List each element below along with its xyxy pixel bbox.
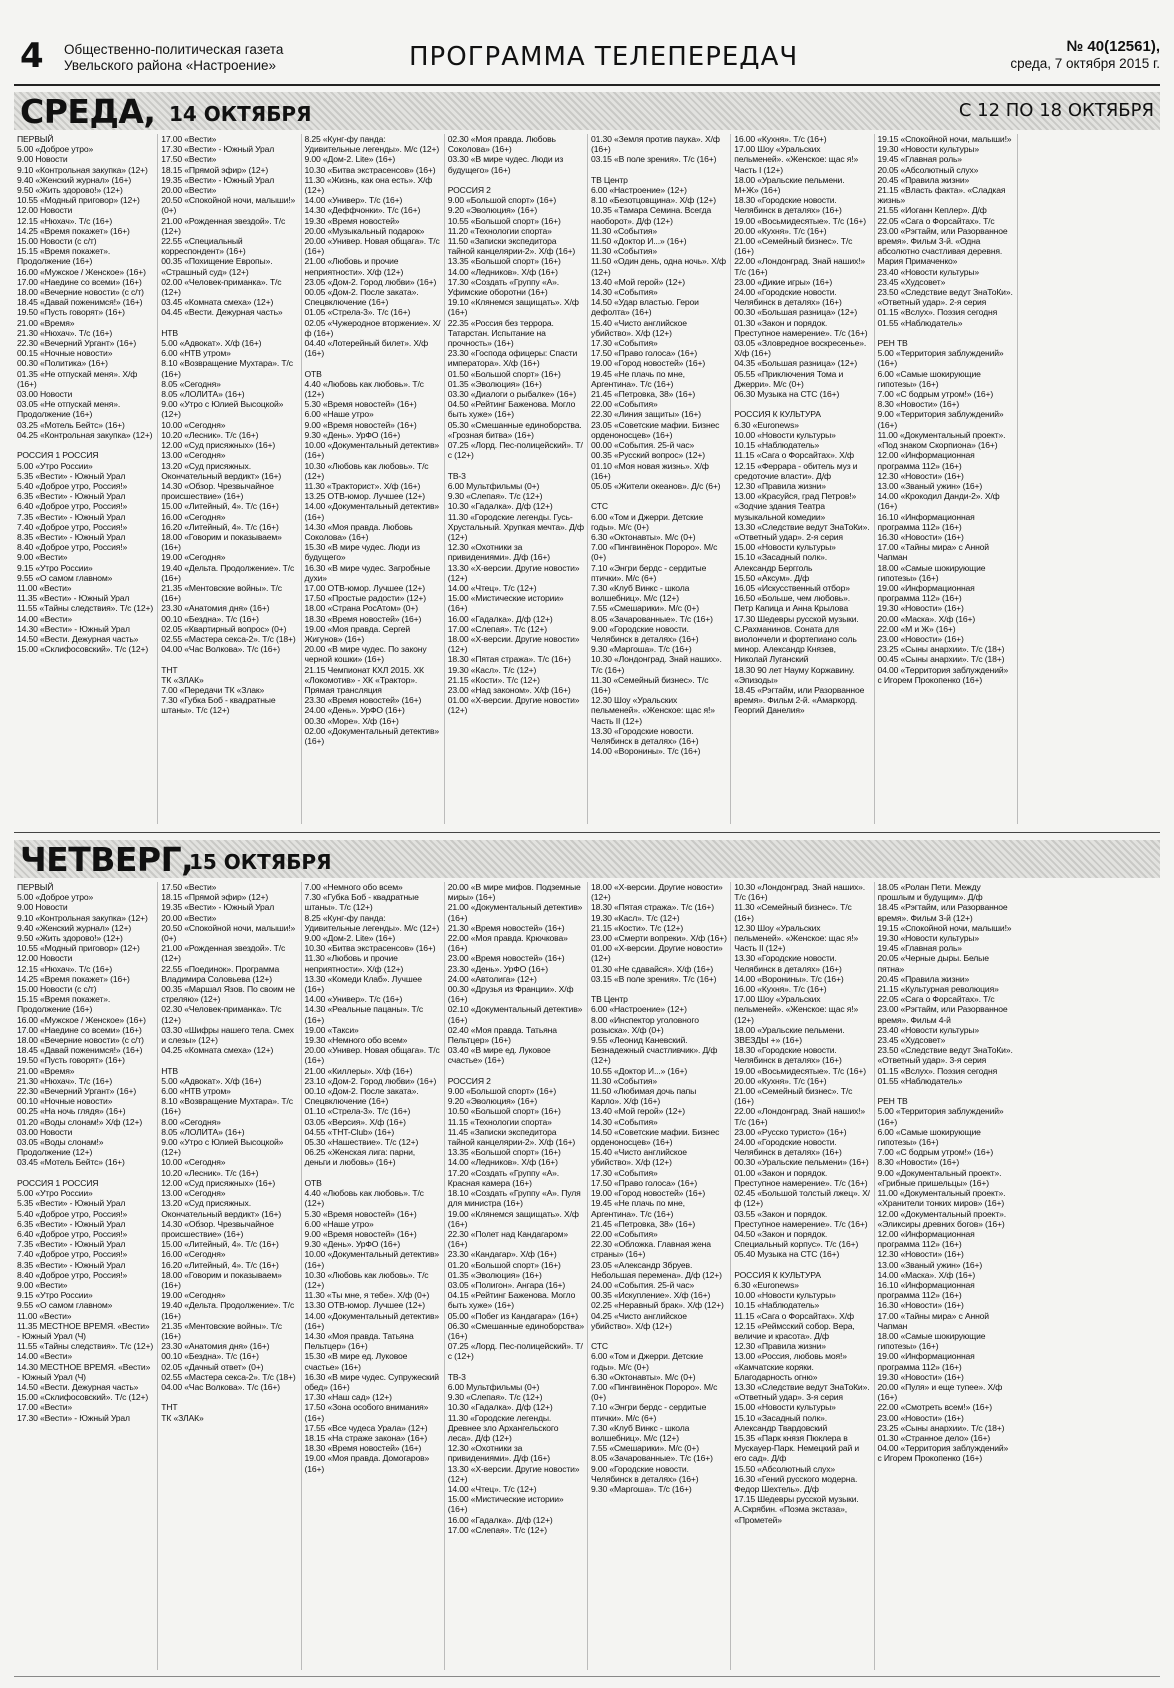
listing-column: 01.30 «Земля против паука». Х/ф (16+) 03.15 «В поле зрения». Т/с (16+) ТВ Центр 6.00 «Настроение» (12+) 8.10 «Безотцовщина». Х/ф (12+) 10.35 «Тамара Семина. Всегда наоборот». Д/ф (12+) 11.30 «События» 11.50 «Доктор И...» (16+) 11.30 «События» 11.50 «Один день, одна ночь». Х/ф (12+) 13.40 «Мой герой» (12+) 14.30 «События» 14.50 «Удар властью. Герои дефолта» (16+) 15.40 «Чисто английское убийство». Х/ф (12+) 17.30 «События» 17.50 «Право голоса» (16+) 19.00 «Город новостей» (16+) 19.45 «Не плачь по мне, Аргентина». Т/с (16+) 21.45 «Петровка, 38» (16+) 22.00 «События» 22.30 «Линия защиты» (16+) 23.05 «Советские мафии. Бизнес орденоносцев» (16+) 00.00 «События. 25-й час» 00.35 «Русский вопрос» (12+) 01.10 «Моя новая жизнь». Х/ф (16+) 05.05 «Жители океанов». Д/с (6+) СТС 6.00 «Том и Джерри. Детские годы». М/с (0+) 6.30 «Октонавты». М/с (0+) 7.00 «Пингвинёнок Пороро». М/с (0+) 7.10 «Энгри бердс - сердитые птички». М/с (6+) 7.30 «Клуб Винкс - школа волшебниц». М/с (12+) 7.55 «Смешарики». М/с (0+) 8.05 «Зачарованные». Т/с (16+) 9.00 «Городские новости. Челябинск в деталях» (16+) 9.30 «Маргоша». Т/с (16+) 10.30 «Лондонград. Знай наших». Т/с (16+) 11.30 «Семейный бизнес». Т/с (16+) 12.30 Шоу «Уральских пельменей». «Женское: щас я!» Часть II (12+) 13.30 «Городские новости. Челябинск в деталях» (16+) 14.00 «Воронины». Т/с (16+) [587,134,730,824]
section-divider [14,832,1160,833]
header-rule [14,84,1160,86]
listing-column: 20.00 «В мире мифов. Подземные миры» (16+) 21.00 «Документальный детектив» (16+) 21.30 «Время новостей» (16+) 22.00 «Моя правда. Крючкова» (16+) 23.00 «Время новостей» (16+) 23.30 «День». УрФО (16+) 24.00 «Автолига» (12+) 00.30 «Друзья из Франции». Х/ф (16+) 02.10 «Документальный детектив» (16+) 02.40 «Моя правда. Татьяна Пельтцер» (16+) 03.40 «В мире ед. Луковое счастье» (16+) РОССИЯ 2 9.00 «Большой спорт» (16+) 9.20 «Эволюция» (16+) 10.50 «Большой спорт» (16+) 11.15 «Технологии спорта» 11.45 «Записки экспедитора тайной канцелярии-2». Х/ф (16+) 13.35 «Большой спорт» (16+) 14.00 «Ледников». Х/ф (16+) 17.20 «Создать «Группу «А». Красная камера (16+) 18.10 «Создать «Группу «А». Пуля для министра (16+) 19.00 «Клянемся защищать». Х/ф (16+) 22.30 «Полет над Кандагаром» (16+) 23.30 «Кандагар». Х/ф (16+) 01.20 «Большой спорт» (16+) 01.35 «Эволюция» (16+) 03.05 «Полигон». Ангара (16+) 04.15 «Рейтинг Баженова. Могло быть хуже» (16+) 05.00 «Побег из Кандагара» (16+) 06.30 «Смешанные единоборства» (16+) 07.25 «Лорд. Пес-полицейский». Т/с (12+) ТВ-3 6.00 Мультфильмы (0+) 9.30 «Слепая». Т/с (12+) 10.30 «Гадалка». Д/ф (12+) 11.30 «Городские легенды. Древнее зло Архангельского леса». Д/ф (12+) 12.30 «Охотники за привидениями». Д/ф (16+) 13.30 «Х-версии. Другие новости» (12+) 14.00 «Чтец». Т/с (12+) 15.00 «Мистические истории» (16+) 16.00 «Гадалка». Д/ф (12+) 17.00 «Слепая». Т/с (12+) [444,882,587,1670]
listing-column: 17.00 «Вести» 17.30 «Вести» - Южный Урал 17.50 «Вести» 18.15 «Прямой эфир» (12+) 19.35 «Вести» - Южный Урал 20.00 «Вести» 20.50 «Спокойной ночи, малыши!» (0+) 21.00 «Рожденная звездой». Т/с (12+) 22.55 «Специальный корреспондент» (16+) 00.35 «Похищение Европы». «Страшный суд» (12+) 02.00 «Человек-приманка». Т/с (12+) 03.45 «Комната смеха» (12+) 04.45 «Вести. Дежурная часть» НТВ 5.00 «Адвокат». Х/ф (16+) 6.00 «НТВ утром» 8.10 «Возвращение Мухтара». Т/с (16+) 8.05 «Сегодня» 8.05 «ЛОЛИТА» (16+) 9.00 «Утро с Юлией Высоцкой» (12+) 10.00 «Сегодня» 10.20 «Лесник». Т/с (16+) 12.00 «Суд присяжных» (16+) 13.00 «Сегодня» 13.20 «Суд присяжных. Окончательный вердикт» (16+) 14.30 «Обзор. Чрезвычайное происшествие» (16+) 15.00 «Литейный, 4». Т/с (16+) 16.00 «Сегодня» 16.20 «Литейный, 4». Т/с (16+) 18.00 «Говорим и показываем» (16+) 19.00 «Сегодня» 19.40 «Дельта. Продолжение». Т/с (16+) 21.35 «Ментовские войны». Т/с (16+) 23.30 «Анатомия дня» (16+) 00.10 «Бездна». Т/с (16+) 02.05 «Квартирный вопрос» (0+) 02.55 «Мастера секса-2». Т/с (18+) 04.00 «Час Волкова». Т/с (16+) ТНТ ТК «ЗЛАК» 7.00 «Передачи ТК «Злак» 7.30 «Губка Боб - квадратные штаны». Т/с (12+) [157,134,300,824]
thursday-columns [14,882,1160,1670]
day-date: 15 ОКТЯБРЯ [189,850,332,874]
day-name: ЧЕТВЕРГ, [20,840,194,879]
paper-name [64,42,344,74]
page-number: 4 [20,36,44,76]
listing-column [1017,134,1160,824]
masthead [14,32,1160,80]
day-banner-wednesday [14,92,1160,130]
paper-name-line1: Общественно-политическая газета [64,42,284,57]
listing-column: 10.30 «Лондонград. Знай наших». Т/с (16+) 11.30 «Семейный бизнес». Т/с (16+) 12.30 Шоу «Уральских пельменей». «Женское: щас я!» Часть II (12+) 13.30 «Городские новости. Челябинск в деталях» (16+) 14.00 «Воронины». Т/с (16+) 16.00 «Кухня». Т/с (16+) 17.00 Шоу «Уральских пельменей». «Женское: щас я!» (12+) 18.00 «Уральские пельмени. ЗВЕЗДЫ +» (16+) 18.30 «Городские новости. Челябинск в деталях» (16+) 19.00 «Восьмидесятые». Т/с (16+) 20.00 «Кухня». Т/с (16+) 21.00 «Семейный бизнес». Т/с (16+) 22.00 «Лондонград. Знай наших!» Т/с (16+) 23.00 «Русско туристо» (16+) 24.00 «Городские новости. Челябинск в деталях» (16+) 00.30 «Уральские пельмени» (16+) 01.00 «Закон и порядок. Преступное намерение». Т/с (16+) 02.45 «Большой толстый лжец». Х/ф (12+) 03.55 «Закон и порядок. Преступное намерение». Т/с (16+) 04.50 «Закон и порядок. Специальный корпус». Т/с (16+) 05.40 Музыка на СТС (16+) РОССИЯ К КУЛЬТУРА 6.30 «Euronews» 10.00 «Новости культуры» 10.15 «Наблюдатель» 11.15 «Сага о Форсайтах». Х/ф 12.15 «Реймсский собор. Вера, величие и красота». Д/ф 12.30 «Правила жизни» 13.00 «Россия, любовь моя!» «Камчатские коряки. Благодарность огню» 13.30 «Следствие ведут ЗнаТоКи». «Ответный удар». 3-я серия 15.00 «Новости культуры» 15.10 «Засадный полк». Александр Твардовский 15.35 «Парк князя Пюклера в Мускауер-Парк. Немецкий рай и его сад». Д/ф 15.50 «Абсолютный слух» 16.30 «Гений русского модерна. Федор Шехтель». Д/ф 17.15 Шедевры русской музыки. А.Скрябин. «Поэма экстаза», «Прометей» [730,882,873,1670]
issue-info [1010,38,1160,72]
listing-column: 02.30 «Моя правда. Любовь Соколова» (16+) 03.30 «В мире чудес. Люди из будущего» (16+) РОССИЯ 2 9.00 «Большой спорт» (16+) 9.20 «Эволюция» (16+) 10.55 «Большой спорт» (16+) 11.20 «Технологии спорта» 11.50 «Записки экспедитора тайной канцелярии-2». Х/ф (16+) 13.35 «Большой спорт» (16+) 14.00 «Ледников». Х/ф (16+) 17.30 «Создать «Группу «А». Уфимские оборотни (16+) 19.10 «Клянемся защищать». Х/ф (16+) 22.35 «Россия без террора. Татарстан. Испытание на прочность» (16+) 23.30 «Господа офицеры: Спасти императора». Х/ф (16+) 01.50 «Большой спорт» (16+) 01.35 «Эволюция» (16+) 03.30 «Диалоги о рыбалке» (16+) 04.50 «Рейтинг Баженова. Могло быть хуже» (16+) 05.30 «Смешанные единоборства. «Грозная битва» (16+) 07.25 «Лорд. Пес-полицейский». Т/с (12+) ТВ-3 6.00 Мультфильмы (0+) 9.30 «Слепая». Т/с (12+) 10.30 «Гадалка». Д/ф (12+) 11.30 «Городские легенды. Гусь-Хрустальный. Хрупкая мечта». Д/ф (12+) 12.30 «Охотники за привидениями». Д/ф (16+) 13.30 «Х-версии. Другие новости» (12+) 14.00 «Чтец». Т/с (12+) 15.00 «Мистические истории» (16+) 16.00 «Гадалка». Д/ф (12+) 17.00 «Слепая». Т/с (12+) 18.00 «Х-версии. Другие новости» (12+) 18.30 «Пятая стража». Т/с (16+) 19.30 «Касл». Т/с (12+) 21.15 «Кости». Т/с (12+) 23.00 «Над законом». Х/ф (16+) 01.00 «Х-версии. Другие новости» (12+) [444,134,587,824]
page-title: ПРОГРАММА ТЕЛЕПЕРЕДАЧ [409,42,799,72]
footer-rule [14,1676,1160,1677]
issue-date: среда, 7 октября 2015 г. [1010,56,1160,71]
week-range: С 12 ПО 18 ОКТЯБРЯ [958,100,1154,121]
day-date: 14 ОКТЯБРЯ [169,102,312,126]
listing-column: 17.50 «Вести» 18.15 «Прямой эфир» (12+) 19.35 «Вести» - Южный Урал 20.00 «Вести» 20.50 «Спокойной ночи, малыши!» (0+) 21.00 «Рожденная звездой». Т/с (12+) 22.55 «Поединок». Программа Владимира Соловьева (12+) 00.35 «Маршал Язов. По своим не стреляю» (12+) 02.30 «Человек-приманка». Т/с (12+) 03.30 «Шифры нашего тела. Смех и слезы» (12+) 04.25 «Комната смеха» (12+) НТВ 5.00 «Адвокат». Х/ф (16+) 6.00 «НТВ утром» 8.10 «Возвращение Мухтара». Т/с (16+) 8.00 «Сегодня» 8.05 «ЛОЛИТА» (16+) 9.00 «Утро с Юлией Высоцкой» (12+) 10.00 «Сегодня» 10.20 «Лесник». Т/с (16+) 12.00 «Суд присяжных» (16+) 13.00 «Сегодня» 13.20 «Суд присяжных. Окончательный вердикт» (16+) 14.30 «Обзор. Чрезвычайное происшествие» (16+) 15.00 «Литейный, 4». Т/с (16+) 16.00 «Сегодня» 16.20 «Литейный, 4». Т/с (16+) 18.00 «Говорим и показываем» (16+) 19.00 «Сегодня» 19.40 «Дельта. Продолжение». Т/с (16+) 21.35 «Ментовские войны». Т/с (16+) 23.30 «Анатомия дня» (16+) 00.10 «Бездна». Т/с (16+) 02.05 «Дачный ответ» (0+) 02.55 «Мастера секса-2». Т/с (18+) 04.00 «Час Волкова». Т/с (16+) ТНТ ТК «ЗЛАК» [157,882,300,1670]
issue-number: № 40(12561), [1066,38,1160,55]
listing-column: 7.00 «Немного обо всем» 7.30 «Губка Боб - квадратные штаны». Т/с (12+) 8.25 «Кунг-фу панда: Удивительные легенды». М/с (12+) 9.00 «Дом-2. Lite» (16+) 10.30 «Битва экстрасенсов» (16+) 11.30 «Любовь и прочие неприятности». Х/ф (12+) 13.30 «Комеди Клаб». Лучшее (16+) 14.00 «Универ». Т/с (16+) 14.30 «Реальные пацаны». Т/с (16+) 19.00 «Такси» 19.30 «Немного обо всем» 20.00 «Универ. Новая общага». Т/с (16+) 21.00 «Киллеры». Х/ф (16+) 23.10 «Дом-2. Город любви» (16+) 00.10 «Дом-2. После заката». Спецвключение (16+) 01.10 «Стрела-3». Т/с (16+) 03.05 «Версия». Х/ф (16+) 04.55 «THT-Club» (16+) 05.30 «Нашествие». Т/с (12+) 06.25 «Женская лига: парни, деньги и любовь» (16+) ОТВ 4.40 «Любовь как любовь». Т/с (12+) 5.30 «Время новостей» (16+) 6.00 «Наше утро» 9.00 «Время новостей» (16+) 9.30 «День». УрФО (16+) 10.00 «Документальный детектив» (16+) 10.30 «Любовь как любовь». Т/с (12+) 11.30 «Ты мне, я тебе». Х/ф (0+) 13.30 ОТВ-юмор. Лучшее (12+) 14.00 «Документальный детектив» (16+) 14.30 «Моя правда. Татьяна Пельтцер» (16+) 15.30 «В мире ед. Луковое счастье» (16+) 16.30 «В мире чудес. Супружеский обед» (16+) 17.30 «Наш сад» (12+) 17.50 «Зона особого внимания» (16+) 17.55 «Все чудеса Урала» (12+) 18.15 «На страже закона» (16+) 18.30 «Время новостей» (16+) 19.00 «Моя правда. Домогаров» (16+) [301,882,444,1670]
wednesday-columns [14,134,1160,824]
paper-name-line2: Увельского района «Настроение» [64,58,277,73]
listing-column: ПЕРВЫЙ 5.00 «Доброе утро» 9.00 Новости 9.10 «Контрольная закупка» (12+) 9.40 «Женский журнал» (16+) 9.50 «Жить здорово!» (12+) 10.55 «Модный приговор» (12+) 12.00 Новости 12.15 «Нюхач». Т/с (16+) 14.25 «Время покажет» (16+) 15.00 Новости (с с/т) 15.15 «Время покажет». Продолжение (16+) 16.00 «Мужское / Женское» (16+) 17.00 «Наедине со всеми» (16+) 18.00 «Вечерние новости» (с с/т) 18.45 «Давай поженимся!» (16+) 19.50 «Пусть говорят» (16+) 21.00 «Время» 21.30 «Нюхач». Т/с (16+) 22.30 «Вечерний Ургант» (16+) 00.15 «Ночные новости» 00.30 «Политика» (16+) 01.35 «Не отпускай меня». Х/ф (16+) 03.00 Новости 03.05 «Не отпускай меня». Продолжение (16+) 03.25 «Мотель Бейтс» (16+) 04.25 «Контрольная закупка» (12+) РОССИЯ 1 РОССИЯ 5.00 «Утро России» 5.35 «Вести» - Южный Урал 5.40 «Доброе утро, Россия!» 6.35 «Вести» - Южный Урал 6.40 «Доброе утро, Россия!» 7.35 «Вести» - Южный Урал 7.40 «Доброе утро, Россия!» 8.35 «Вести» - Южный Урал 8.40 «Доброе утро, Россия!» 9.00 «Вести» 9.15 «Утро России» 9.55 «О самом главном» 11.00 «Вести» 11.35 «Вести» - Южный Урал 11.55 «Тайны следствия». Т/с (12+) 14.00 «Вести» 14.30 «Вести» - Южный Урал 14.50 «Вести. Дежурная часть» 15.00 «Склифосовский». Т/с (12+) [17,134,154,655]
listing-column: 18.00 «Х-версии. Другие новости» (12+) 18.30 «Пятая стража». Т/с (16+) 19.30 «Касл». Т/с (12+) 21.15 «Кости». Т/с (12+) 23.00 «Смерти вопреки». Х/ф (16+) 01.00 «Х-версии. Другие новости» (12+) 01.30 «Не сдавайся». Х/ф (16+) 03.15 «В поле зрения». Т/с (16+) ТВ Центр 6.00 «Настроение» (12+) 8.00 «Инспектор уголовного розыска». Х/ф (0+) 9.55 «Леонид Каневский. Безнадежный счастливчик». Д/ф (12+) 10.55 «Доктор И...» (16+) 11.30 «События» 11.50 «Любимая дочь папы Карло». Х/ф (16+) 13.40 «Мой герой» (12+) 14.30 «События» 14.50 «Советские мафии. Бизнес орденоносцев» (16+) 15.40 «Чисто английское убийство». Х/ф (12+) 17.30 «События» 17.50 «Право голоса» (16+) 19.00 «Город новостей» (16+) 19.45 «Не плачь по мне, Аргентина». Т/с (16+) 21.45 «Петровка, 38» (16+) 22.00 «События» 22.30 «Обложка. Главная жена страны» (16+) 23.05 «Александр Збруев. Небольшая перемена». Д/ф (12+) 24.00 «События. 25-й час» 00.35 «Искупление». Х/ф (16+) 02.25 «Неравный брак». Х/ф (12+) 04.25 «Чисто английское убийство». Х/ф (12+) СТС 6.00 «Том и Джерри. Детские годы». М/с (0+) 6.30 «Октонавты». М/с (0+) 7.00 «Пингвинёнок Пороро». М/с (0+) 7.10 «Энгри бердс - сердитые птички». М/с (6+) 7.30 «Клуб Винкс - школа волшебниц». М/с (12+) 7.55 «Смешарики». М/с (0+) 8.05 «Зачарованные». Т/с (16+) 9.00 «Городские новости. Челябинск в деталях» (16+) 9.30 «Маргоша». Т/с (16+) [587,882,730,1670]
day-banner-thursday [14,840,1160,878]
listing-column: ПЕРВЫЙ 5.00 «Доброе утро» 9.00 Новости 9.10 «Контрольная закупка» (12+) 9.40 «Женский журнал» (12+) 9.50 «Жить здорово!» (12+) 10.55 «Модный приговор» (12+) 12.00 Новости 12.15 «Нюхач». Т/с (16+) 14.25 «Время покажет» (16+) 15.00 Новости (с с/т) 15.15 «Время покажет». Продолжение (16+) 16.00 «Мужское / Женское» (16+) 17.00 «Наедине со всеми» (16+) 18.00 «Вечерние новости» (с с/т) 18.45 «Давай поженимся!» (16+) 19.50 «Пусть говорят» (16+) 21.00 «Время» 21.30 «Нюхач». Т/с (16+) 22.30 «Вечерний Ургант» (16+) 00.10 «Ночные новости» 00.25 «На ночь глядя» (16+) 01.20 «Воды слонам!» Х/ф (12+) 03.00 Новости 03.05 «Воды слонам!» Продолжение (12+) 03.45 «Мотель Бейтс» (16+) РОССИЯ 1 РОССИЯ 5.00 «Утро России» 5.35 «Вести» - Южный Урал 5.40 «Доброе утро, Россия!» 6.35 «Вести» - Южный Урал 6.40 «Доброе утро, Россия!» 7.35 «Вести» - Южный Урал 7.40 «Доброе утро, Россия!» 8.35 «Вести» - Южный Урал 8.40 «Доброе утро, Россия!» 9.00 «Вести» 9.15 «Утро России» 9.55 «О самом главном» 11.00 «Вести» 11.35 МЕСТНОЕ ВРЕМЯ. «Вести» - Южный Урал (Ч) 11.55 «Тайны следствия». Т/с (12+) 14.00 «Вести» 14.30 МЕСТНОЕ ВРЕМЯ. «Вести» - Южный Урал (Ч) 14.50 «Вести. Дежурная часть» 15.00 «Склифосовский». Т/с (12+) 17.00 «Вести» 17.30 «Вести» - Южный Урал [17,882,154,1423]
listing-column: 19.15 «Спокойной ночи, малыши!» 19.30 «Новости культуры» 19.45 «Главная роль» 20.05 «Абсолютный слух» 20.45 «Правила жизни» 21.15 «Власть факта». «Сладкая жизнь» 21.55 «Иоганн Кеплер». Д/ф 22.05 «Сага о Форсайтах». Т/с 23.00 «Рэгтайм, или Разорванное время». Фильм 3-й. «Одна абсолютно счастливая деревня. Мария Примаченко» 23.40 «Новости культуры» 23.45 «Худсовет» 23.50 «Следствие ведут ЗнаТоКи». «Ответный удар». 2-я серия 01.15 «Вслух». Поэзия сегодня 01.55 «Наблюдатель» РЕН ТВ 5.00 «Территория заблуждений» (16+) 6.00 «Самые шокирующие гипотезы» (16+) 7.00 «С бодрым утром!» (16+) 8.30 «Новости» (16+) 9.00 «Территория заблуждений» (16+) 11.00 «Документальный проект». «Под знаком Скорпиона» (16+) 12.00 «Информационная программа 112» (16+) 12.30 «Новости» (16+) 13.00 «Званый ужин» (16+) 14.00 «Крокодил Данди-2». Х/ф (16+) 16.10 «Информационная программа 112» (16+) 16.30 «Новости» (16+) 17.00 «Тайны мира» с Анной Чапман 18.00 «Самые шокирующие гипотезы» (16+) 19.00 «Информационная программа 112» (16+) 19.30 «Новости» (16+) 20.00 «Маска». Х/ф (16+) 22.00 «М и Ж» (16+) 23.00 «Новости» (16+) 23.25 «Сыны анархии». Т/с (18+) 00.45 «Сыны анархии». Т/с (18+) 04.00 «Территория заблуждений» с Игорем Прокопенко (16+) [874,134,1017,824]
listing-column: 18.05 «Ролан Пети. Между прошлым и будущим». Д/ф 18.45 «Рэгтайм, или Разорванное время». Фильм 3-й (12+) 19.15 «Спокойной ночи, малыши!» 19.30 «Новости культуры» 19.45 «Главная роль» 20.05 «Черные дыры. Белые пятна» 20.45 «Правила жизни» 21.15 «Культурная революция» 22.05 «Сага о Форсайтах». Т/с 23.00 «Рэгтайм, или Разорванное время». Фильм 4-й 23.40 «Новости культуры» 23.45 «Худсовет» 23.50 «Следствие ведут ЗнаТоКи». «Ответный удар». 3-я серия 01.15 «Вслух». Поэзия сегодня 01.55 «Наблюдатель» РЕН ТВ 5.00 «Территория заблуждений» (16+) 6.00 «Самые шокирующие гипотезы» (16+) 7.00 «С бодрым утром!» (16+) 8.30 «Новости» (16+) 9.00 «Документальный проект». «Грибные пришельцы» (16+) 11.00 «Документальный проект». «Хранители тонких миров» (16+) 12.00 «Документальный проект». «Эликсиры древних богов» (16+) 12.00 «Информационная программа 112» (16+) 12.30 «Новости» (16+) 13.00 «Званый ужин» (16+) 14.00 «Маска». Х/ф (16+) 16.10 «Информационная программа 112» (16+) 16.30 «Новости» (16+) 17.00 «Тайны мира» с Анной Чапман 18.00 «Самые шокирующие гипотезы» (16+) 19.00 «Информационная программа 112» (16+) 19.30 «Новости» (16+) 20.00 «Пуля» и еще тупее». Х/ф (16+) 22.00 «Смотреть всем!» (16+) 23.00 «Новости» (16+) 23.25 «Сыны анархии». Т/с (18+) 01.30 «Странное дело» (16+) 04.00 «Территория заблуждений» с Игорем Прокопенко (16+) [874,882,1017,1670]
day-name: СРЕДА, [20,92,156,131]
listing-column: 8.25 «Кунг-фу панда: Удивительные легенды». М/с (12+) 9.00 «Дом-2. Lite» (16+) 10.30 «Битва экстрасенсов» (16+) 11.30 «Жизнь, как она есть». Х/ф (12+) 14.00 «Универ». Т/с (16+) 14.30 «Деффчонки». Т/с (16+) 19.30 «Время новостей» 20.00 «Музыкальный подарок» 20.00 «Универ. Новая общага». Т/с (16+) 21.00 «Любовь и прочие неприятности». Х/ф (12+) 23.05 «Дом-2. Город любви» (16+) 00.05 «Дом-2. После заката». Спецвключение (16+) 01.05 «Стрела-3». Т/с (16+) 02.05 «Чужеродное вторжение». Х/ф (16+) 04.40 «Лотерейный билет». Х/ф (16+) ОТВ 4.40 «Любовь как любовь». Т/с (12+) 5.30 «Время новостей» (16+) 6.00 «Наше утро» 9.00 «Время новостей» (16+) 9.30 «День». УрФО (16+) 10.00 «Документальный детектив» (16+) 10.30 «Любовь как любовь». Т/с (12+) 11.30 «Тракторист». Х/ф (16+) 13.25 ОТВ-юмор. Лучшее (12+) 14.00 «Документальный детектив» (16+) 14.30 «Моя правда. Любовь Соколова» (16+) 15.30 «В мире чудес. Люди из будущего» 16.30 «В мире чудес. Загробные духи» 17.00 ОТВ-юмор. Лучшее (12+) 17.50 «Простые радости» (12+) 18.00 «Страна РосАтом» (0+) 18.30 «Время новостей» (16+) 19.00 «Моя правда. Сергей Жигунов» (16+) 20.00 «В мире чудес. По закону черной кошки» (16+) 21.15 Чемпионат КХЛ 2015. ХК «Локомотив» - ХК «Трактор». Прямая трансляция 23.30 «Время новостей» (16+) 24.00 «День». УрФО (16+) 00.30 «Море». Х/ф (16+) 02.00 «Документальный детектив» (16+) [301,134,444,824]
listing-column: 16.00 «Кухня». Т/с (16+) 17.00 Шоу «Уральских пельменей». «Женское: щас я!» Часть I (12+) 18.00 «Уральские пельмени. М+Ж» (16+) 18.30 «Городские новости. Челябинск в деталях» (16+) 19.00 «Восьмидесятые». Т/с (16+) 20.00 «Кухня». Т/с (16+) 21.00 «Семейный бизнес». Т/с (16+) 22.00 «Лондонград. Знай наших!» Т/с (16+) 23.00 «Дикие игры» (16+) 24.00 «Городские новости. Челябинск в деталях» (16+) 00.30 «Большая разница» (12+) 01.30 «Закон и порядок. Преступное намерение». Т/с (16+) 03.05 «Зловредное воскресенье». Х/ф (16+) 04.35 «Большая разница» (12+) 05.55 «Приключения Тома и Джерри». М/с (0+) 06.30 Музыка на СТС (16+) РОССИЯ К КУЛЬТУРА 6.30 «Euronews» 10.00 «Новости культуры» 10.15 «Наблюдатель» 11.15 «Сага о Форсайтах». Х/ф 12.15 «Феррара - обитель муз и средоточие власти». Д/ф 12.30 «Правила жизни» 13.00 «Красуйся, град Петров!» «Зодчие здания Театра музыкальной комедии» 13.30 «Следствие ведут ЗнаТоКи». «Ответный удар». 2-я серия 15.00 «Новости культуры» 15.10 «Засадный полк». Александр Бергголь 15.50 «Аксум». Д/ф 16.05 «Искусственный отбор» 16.50 «Больше, чем любовь». Петр Капица и Анна Крылова 17.30 Шедевры русской музыки. С.Рахманинов. Соната для виолончели и фортепиано соль минор. Александр Князев, Николай Луганский 18.30 90 лет Науму Коржавину. «Эпизоды» 18.45 «Рэгтайм, или Разорванное время». Фильм 2-й. «Амаркорд. Георгий Данелия» [730,134,873,824]
